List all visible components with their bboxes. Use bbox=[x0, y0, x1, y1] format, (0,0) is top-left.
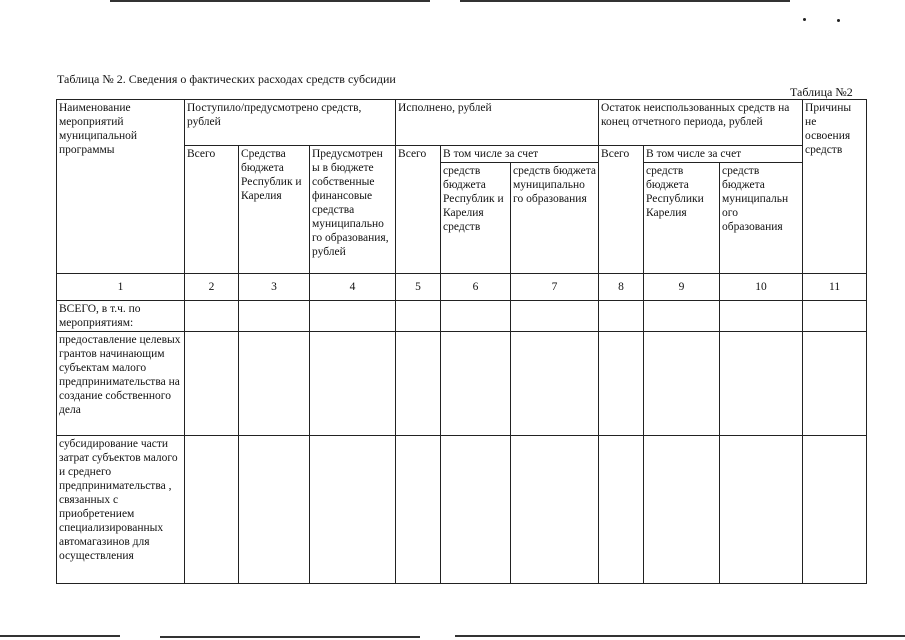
header-remaining: Остаток неиспользованных средств на конец отчетного периода, рублей bbox=[599, 100, 803, 146]
header-executed-municipal: средств бюджета муниципально го образования bbox=[511, 163, 599, 274]
column-number: 8 bbox=[599, 274, 644, 301]
scan-edge-bottom-left bbox=[0, 635, 120, 637]
expenses-table bbox=[56, 99, 867, 584]
header-reasons: Причины не освоения средств bbox=[803, 100, 867, 274]
empty-cell bbox=[310, 301, 396, 332]
empty-cell bbox=[511, 436, 599, 584]
header-received: Поступило/предусмотрено средств, рублей bbox=[185, 100, 396, 146]
header-received-municipal: Предусмотрен ы в бюджете собственные финансовые средства муниципально го образования, рублей bbox=[310, 146, 396, 274]
empty-cell bbox=[310, 436, 396, 584]
scan-speck bbox=[803, 18, 806, 21]
header-received-total: Всего bbox=[185, 146, 239, 274]
empty-cell bbox=[511, 301, 599, 332]
column-number: 6 bbox=[441, 274, 511, 301]
column-number: 9 bbox=[644, 274, 720, 301]
header-executed: Исполнено, рублей bbox=[396, 100, 599, 146]
empty-cell bbox=[803, 436, 867, 584]
empty-cell bbox=[599, 436, 644, 584]
row-label-subsidy: субсидирование части затрат субъектов малого и среднего предпринимательства , связанных с приобретением специализированных автомагазинов для осуществления bbox=[57, 436, 185, 584]
table-row bbox=[57, 332, 867, 436]
column-number: 2 bbox=[185, 274, 239, 301]
header-program-name: Наименование мероприятий муниципальной программы bbox=[57, 100, 185, 274]
header-remaining-republic: средств бюджета Республики Карелия bbox=[644, 163, 720, 274]
empty-cell bbox=[185, 332, 239, 436]
column-number: 4 bbox=[310, 274, 396, 301]
table-row bbox=[57, 301, 867, 332]
empty-cell bbox=[396, 332, 441, 436]
header-executed-including: В том числе за счет bbox=[441, 146, 599, 163]
header-remaining-municipal: средств бюджета муниципальн ого образования bbox=[720, 163, 803, 274]
column-number: 11 bbox=[803, 274, 867, 301]
header-received-republic: Средства бюджета Республик и Карелия bbox=[239, 146, 310, 274]
table-row bbox=[57, 436, 867, 584]
row-label-total: ВСЕГО, в т.ч. по мероприятиям: bbox=[57, 301, 185, 332]
empty-cell bbox=[239, 436, 310, 584]
empty-cell bbox=[803, 332, 867, 436]
empty-cell bbox=[511, 332, 599, 436]
header-remaining-total: Всего bbox=[599, 146, 644, 274]
empty-cell bbox=[720, 436, 803, 584]
empty-cell bbox=[239, 332, 310, 436]
header-remaining-including: В том числе за счет bbox=[644, 146, 803, 163]
empty-cell bbox=[599, 301, 644, 332]
empty-cell bbox=[441, 301, 511, 332]
empty-cell bbox=[720, 301, 803, 332]
scan-edge-top-left bbox=[110, 0, 430, 2]
empty-cell bbox=[185, 301, 239, 332]
empty-cell bbox=[310, 332, 396, 436]
empty-cell bbox=[441, 332, 511, 436]
document-title: Таблица № 2. Сведения о фактических расходах средств субсидии bbox=[57, 72, 396, 86]
empty-cell bbox=[185, 436, 239, 584]
column-number: 10 bbox=[720, 274, 803, 301]
scan-edge-bottom-mid bbox=[160, 636, 420, 638]
empty-cell bbox=[644, 301, 720, 332]
row-label-grants: предоставление целевых грантов начинающим субъектам малого предпринимательства на создание собственного дела bbox=[57, 332, 185, 436]
empty-cell bbox=[396, 436, 441, 584]
empty-cell bbox=[803, 301, 867, 332]
empty-cell bbox=[644, 332, 720, 436]
column-number: 1 bbox=[57, 274, 185, 301]
column-number: 3 bbox=[239, 274, 310, 301]
empty-cell bbox=[441, 436, 511, 584]
column-number: 5 bbox=[396, 274, 441, 301]
empty-cell bbox=[720, 332, 803, 436]
header-executed-republic: средств бюджета Республик и Карелия средств bbox=[441, 163, 511, 274]
empty-cell bbox=[644, 436, 720, 584]
header-executed-total: Всего bbox=[396, 146, 441, 274]
table-number: Таблица №2 bbox=[790, 85, 853, 99]
scan-edge-top-right bbox=[460, 0, 790, 2]
empty-cell bbox=[239, 301, 310, 332]
empty-cell bbox=[396, 301, 441, 332]
empty-cell bbox=[599, 332, 644, 436]
column-number: 7 bbox=[511, 274, 599, 301]
scan-edge-bottom-right bbox=[455, 635, 905, 637]
scan-speck bbox=[837, 19, 840, 22]
